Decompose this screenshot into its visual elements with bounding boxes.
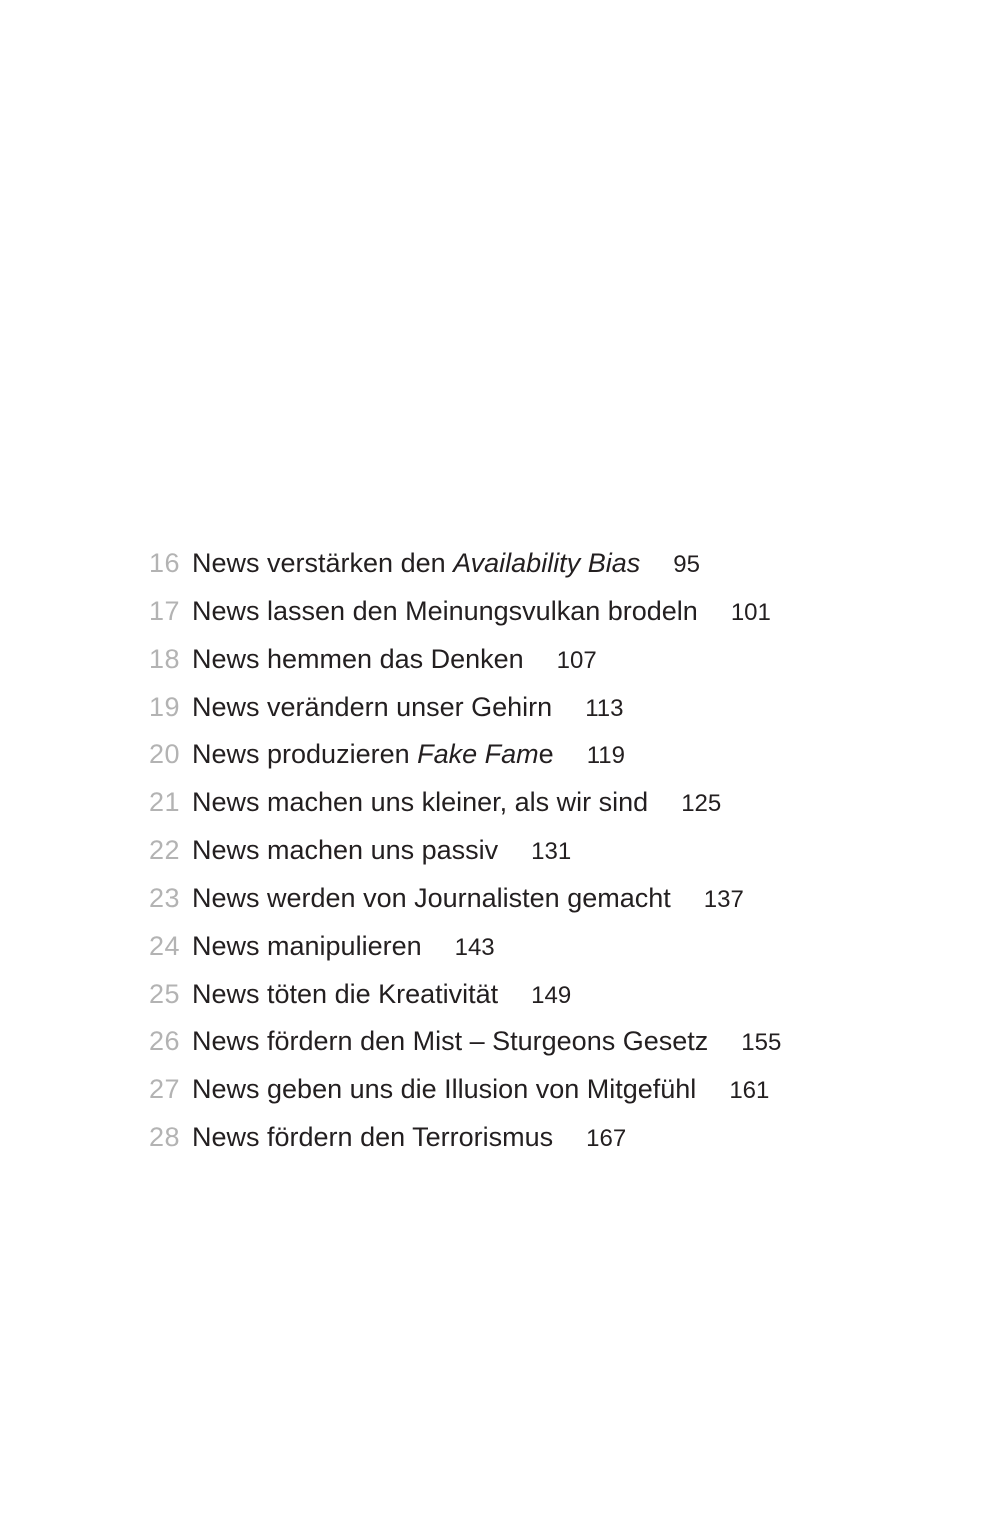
chapter-title-part: News hemmen das Denken (192, 643, 524, 674)
chapter-title (192, 1066, 696, 1114)
toc-entry (149, 588, 929, 636)
chapter-title (192, 923, 422, 971)
page-number: 113 (585, 694, 624, 722)
page-number: 155 (741, 1029, 782, 1057)
page-number: 125 (681, 790, 722, 818)
chapter-number: 24 (149, 930, 181, 961)
chapter-title-part: News verändern unser Gehirn (192, 691, 553, 722)
page-number: 149 (531, 981, 572, 1009)
toc-entry (149, 540, 929, 588)
chapter-title-part: News lassen den Meinungsvulkan brodeln (192, 595, 698, 626)
toc-entry (149, 636, 929, 684)
page-number: 119 (586, 742, 625, 770)
page-number: 143 (454, 933, 495, 961)
chapter-title (192, 731, 554, 779)
toc-entry (149, 1018, 929, 1066)
chapter-title-part: News verstärken den (192, 548, 454, 578)
page-number: 107 (556, 646, 597, 674)
page-number: 167 (586, 1125, 627, 1153)
chapter-title-part: News machen uns passiv (192, 835, 499, 866)
chapter-number: 18 (149, 643, 181, 674)
toc-entry (149, 684, 929, 732)
chapter-number: 17 (149, 595, 181, 626)
table-of-contents (149, 540, 929, 1162)
page-number: 95 (673, 551, 700, 578)
toc-entry (149, 779, 929, 827)
chapter-number: 21 (149, 787, 181, 818)
toc-entry (149, 1114, 929, 1162)
chapter-title-part: News produzieren (192, 739, 418, 770)
toc-entry (149, 827, 929, 875)
chapter-title (192, 1018, 708, 1066)
chapter-title (192, 1114, 553, 1162)
chapter-title (192, 875, 671, 923)
chapter-title (192, 827, 498, 875)
chapter-title (192, 540, 640, 588)
chapter-number: 28 (149, 1122, 181, 1153)
chapter-title-part: News töten die Kreativität (192, 978, 499, 1009)
chapter-title (192, 588, 698, 636)
toc-entry (149, 923, 929, 971)
chapter-title-italic-part: Availability Bias (453, 548, 641, 578)
chapter-title-part: News fördern den Mist – Sturgeons Gesetz (192, 1026, 709, 1057)
page-number: 137 (703, 885, 744, 913)
page-number: 161 (729, 1077, 770, 1105)
page-number: 101 (730, 598, 771, 626)
chapter-number: 20 (149, 739, 181, 770)
chapter-title (192, 684, 552, 732)
chapter-title-part: News fördern den Terrorismus (192, 1122, 554, 1153)
toc-entry (149, 971, 929, 1019)
toc-entry (149, 731, 929, 779)
chapter-number: 22 (149, 835, 181, 866)
chapter-number: 19 (149, 691, 181, 722)
chapter-number: 25 (149, 978, 181, 1009)
chapter-title-part: News werden von Journalisten gemacht (192, 882, 671, 913)
chapter-title (192, 971, 498, 1019)
chapter-number: 26 (149, 1026, 181, 1057)
toc-entry (149, 875, 929, 923)
chapter-title-italic-part: Fake Fam (417, 739, 539, 770)
chapter-title-part: News machen uns kleiner, als wir sind (192, 787, 649, 818)
chapter-title-part: e (538, 739, 554, 770)
chapter-number: 23 (149, 882, 181, 913)
chapter-title (192, 779, 648, 827)
chapter-number: 16 (149, 548, 181, 578)
chapter-number: 27 (149, 1074, 181, 1105)
chapter-title (192, 636, 524, 684)
page-number: 131 (531, 838, 572, 866)
chapter-title-part: News manipulieren (192, 930, 422, 961)
toc-entry (149, 1066, 929, 1114)
chapter-title-part: News geben uns die Illusion von Mitgefühl (192, 1074, 697, 1105)
